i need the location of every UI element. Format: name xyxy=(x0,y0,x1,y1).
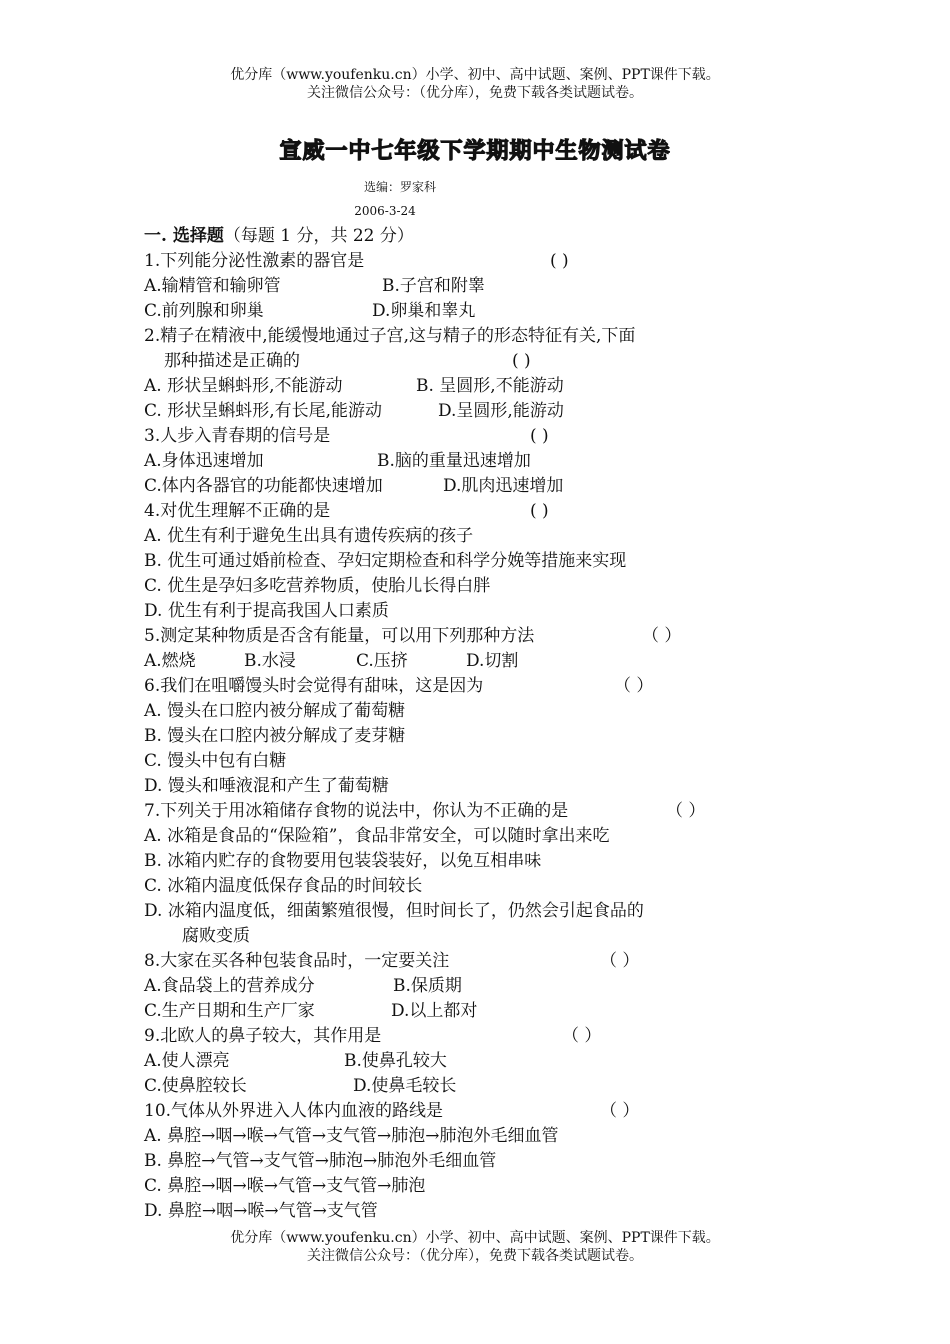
answer-bracket: ( ) xyxy=(530,501,549,521)
option-b: B.使鼻孔较大 xyxy=(344,1051,447,1071)
answer-bracket: （ ） xyxy=(600,1101,640,1121)
editor-credit: 选编：罗家科 xyxy=(363,180,436,194)
option-b: B.子宫和附睾 xyxy=(382,276,485,296)
option-d: D.呈圆形,能游动 xyxy=(438,401,564,421)
option-c: C. 鼻腔→咽→喉→气管→支气管→肺泡 xyxy=(144,1176,426,1196)
option-c: C.前列腺和卵巢 xyxy=(144,301,264,321)
stem-text: 2.精子在精液中,能缓慢地通过子宫,这与精子的形态特征有关,下面 xyxy=(144,326,636,346)
option-a: A.燃烧 xyxy=(144,651,196,671)
options-row xyxy=(144,274,764,299)
option-d: D.使鼻毛较长 xyxy=(353,1076,457,1096)
stem-text: 1.下列能分泌性激素的器官是 xyxy=(144,251,365,271)
option-a: A. 馒头在口腔内被分解成了葡萄糖 xyxy=(144,701,406,721)
option-c: C.生产日期和生产厂家 xyxy=(144,1001,315,1021)
question-stem xyxy=(144,1024,764,1049)
option-b: B. 冰箱内贮存的食物要用包装袋装好，以免互相串味 xyxy=(144,851,542,871)
question-stem xyxy=(144,1099,764,1124)
answer-bracket: （ ） xyxy=(614,676,654,696)
option-b: B. 优生可通过婚前检查、孕妇定期检查和科学分娩等措施来实现 xyxy=(144,551,627,571)
option-c: C. 形状呈蝌蚪形,有长尾,能游动 xyxy=(144,401,383,421)
options-row xyxy=(144,1074,764,1099)
stem-text: 那种描述是正确的 xyxy=(164,351,300,371)
page-header xyxy=(0,66,950,102)
option-a: A.食品袋上的营养成分 xyxy=(144,976,315,996)
stem-text: 5.测定某种物质是否含有能量，可以用下列那种方法 xyxy=(144,626,535,646)
header-line-1: 优分库（www.youfenku.cn）小学、初中、高中试题、案例、PPT课件下载。 xyxy=(230,67,720,83)
options-row xyxy=(144,1049,764,1074)
option-b: B.脑的重量迅速增加 xyxy=(377,451,531,471)
stem-text: 9.北欧人的鼻子较大，其作用是 xyxy=(144,1026,382,1046)
question-stem xyxy=(144,499,764,524)
question-stem xyxy=(144,249,764,274)
options-row xyxy=(144,374,764,399)
answer-bracket: ( ) xyxy=(550,251,569,271)
stem-text: 3.人步入青春期的信号是 xyxy=(144,426,331,446)
section-note: （每题 1 分，共 22 分） xyxy=(223,226,414,246)
option-c: C.体内各器官的功能都快速增加 xyxy=(144,476,383,496)
question-stem xyxy=(144,424,764,449)
options-row xyxy=(144,999,764,1024)
option-a: A.身体迅速增加 xyxy=(144,451,264,471)
options-row xyxy=(144,299,764,324)
option-d: D. 优生有利于提高我国人口素质 xyxy=(144,601,389,621)
options-row xyxy=(144,449,764,474)
header-line-2: 关注微信公众号：（优分库），免费下载各类试题试卷。 xyxy=(307,85,643,101)
options-row xyxy=(144,974,764,999)
question-stem xyxy=(144,949,764,974)
footer-line-2: 关注微信公众号：（优分库），免费下载各类试题试卷。 xyxy=(307,1248,643,1264)
option-d: D. 馒头和唾液混和产生了葡萄糖 xyxy=(144,776,389,796)
page-footer xyxy=(0,1229,950,1265)
answer-bracket: （ ） xyxy=(600,951,640,971)
option-a: A. 优生有利于避免生出具有遗传疾病的孩子 xyxy=(144,526,474,546)
question-list xyxy=(144,224,764,1224)
answer-bracket: （ ） xyxy=(562,1026,602,1046)
stem-text: 4.对优生理解不正确的是 xyxy=(144,501,331,521)
section-title: 一. 选择题 xyxy=(144,226,224,246)
option-a: A. 形状呈蝌蚪形,不能游动 xyxy=(144,376,343,396)
option-b: B. 馒头在口腔内被分解成了麦芽糖 xyxy=(144,726,406,746)
question-stem xyxy=(144,674,764,699)
answer-bracket: ( ) xyxy=(512,351,531,371)
answer-bracket: （ ） xyxy=(666,801,706,821)
option-b: B.保质期 xyxy=(393,976,462,996)
option-c: C. 优生是孕妇多吃营养物质，使胎儿长得白胖 xyxy=(144,576,491,596)
option-c: C. 冰箱内温度低保存食品的时间较长 xyxy=(144,876,423,896)
option-d: D.肌肉迅速增加 xyxy=(443,476,564,496)
option-a: A.输精管和输卵管 xyxy=(144,276,281,296)
option-b: B. 鼻腔→气管→支气管→肺泡→肺泡外毛细血管 xyxy=(144,1151,497,1171)
option-c: C.压挤 xyxy=(356,651,408,671)
option-c: C.使鼻腔较长 xyxy=(144,1076,247,1096)
section-heading xyxy=(144,224,764,249)
option-d: D.卵巢和睾丸 xyxy=(372,301,476,321)
option-a: A. 冰箱是食品的“保险箱”，食品非常安全，可以随时拿出来吃 xyxy=(144,826,610,846)
question-stem-continued xyxy=(144,349,764,374)
answer-bracket: （ ） xyxy=(642,626,682,646)
stem-text: 8.大家在买各种包装食品时，一定要关注 xyxy=(144,951,450,971)
answer-bracket: ( ) xyxy=(530,426,549,446)
stem-text: 6.我们在咀嚼馒头时会觉得有甜味，这是因为 xyxy=(144,676,484,696)
option-b: B.水浸 xyxy=(244,651,296,671)
options-row xyxy=(144,399,764,424)
stem-text: 10.气体从外界进入人体内血液的路线是 xyxy=(144,1101,444,1121)
option-a: A.使人漂亮 xyxy=(144,1051,230,1071)
options-row xyxy=(144,649,764,674)
document-title: 宣威一中七年级下学期期中生物测试卷 xyxy=(279,139,671,164)
options-row xyxy=(144,474,764,499)
option-d: D.切割 xyxy=(466,651,519,671)
question-stem xyxy=(144,799,764,824)
question-stem xyxy=(144,324,764,349)
option-d: D. 鼻腔→咽→喉→气管→支气管 xyxy=(144,1201,378,1221)
option-a: A. 鼻腔→咽→喉→气管→支气管→肺泡→肺泡外毛细血管 xyxy=(144,1126,559,1146)
question-stem xyxy=(144,624,764,649)
stem-text: 7.下列关于用冰箱储存食物的说法中，你认为不正确的是 xyxy=(144,801,569,821)
option-c: C. 馒头中包有白糖 xyxy=(144,751,287,771)
option-d: D. 冰箱内温度低，细菌繁殖很慢，但时间长了，仍然会引起食品的 xyxy=(144,901,644,921)
footer-line-1: 优分库（www.youfenku.cn）小学、初中、高中试题、案例、PPT课件下载。 xyxy=(230,1230,720,1246)
option-d-continued: 腐败变质 xyxy=(182,926,250,946)
document-date: 2006-3-24 xyxy=(354,204,416,218)
option-d: D.以上都对 xyxy=(391,1001,478,1021)
option-b: B. 呈圆形,不能游动 xyxy=(416,376,564,396)
